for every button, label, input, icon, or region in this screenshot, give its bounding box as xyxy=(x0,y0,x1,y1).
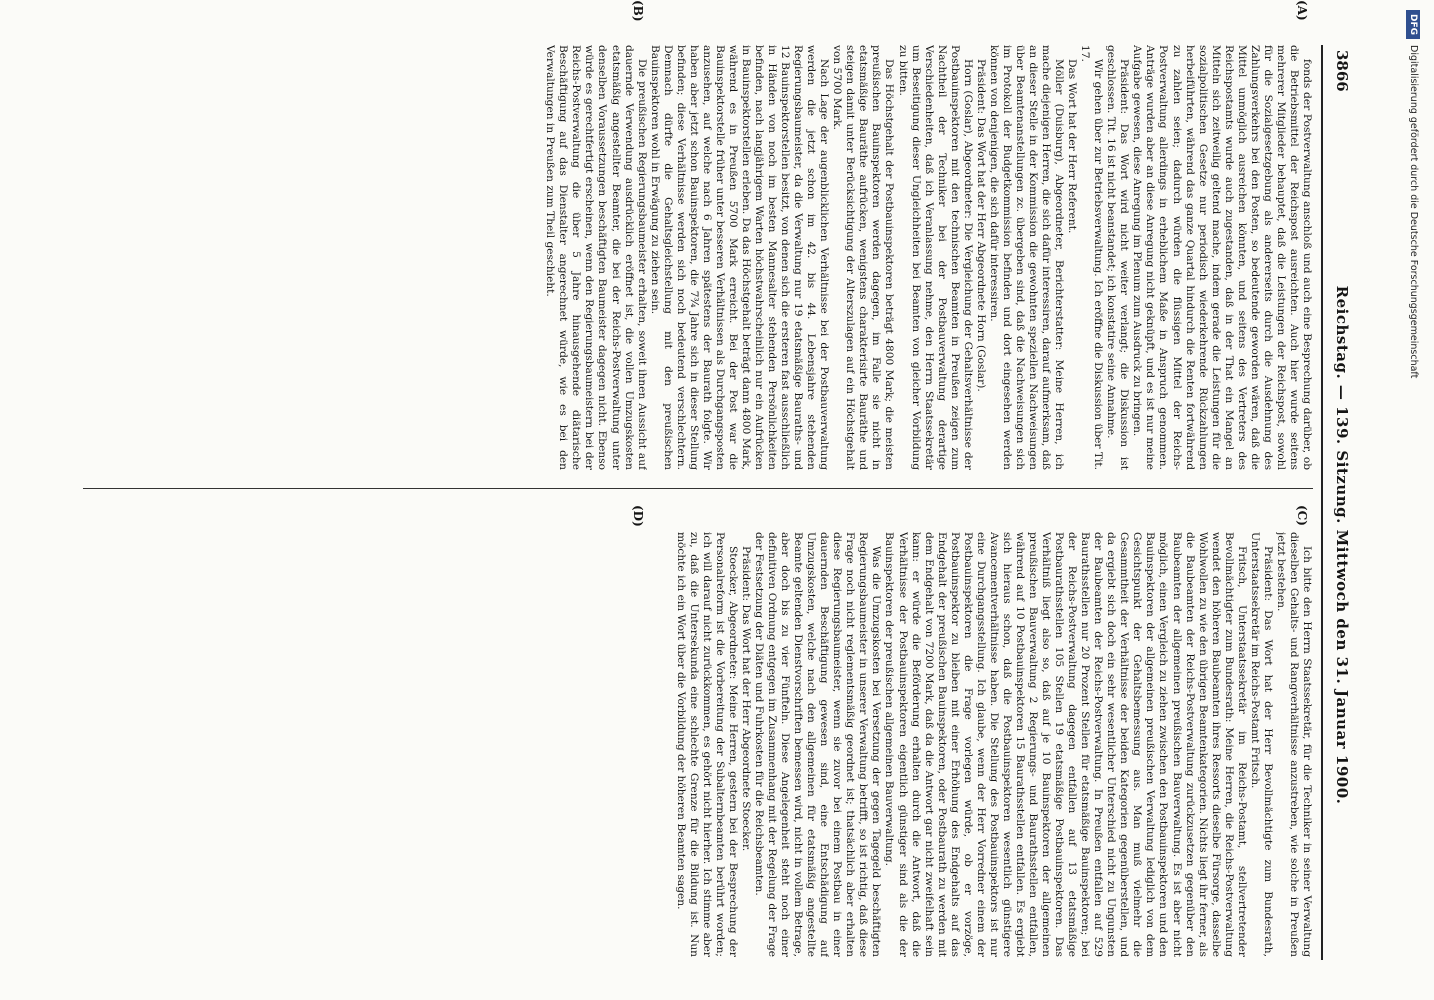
page-header xyxy=(1325,50,1355,950)
paragraph: Möller (Duisburg), Abgeordneter, Berichterstatter: Meine Herren, ich mache diejenigen Herren, die sich dafür interessiren, darauf aufmerksam, daß an dieser Stelle in der Kommission die gewohnten speziellen Nachweisungen über Beamtenanstellungen zc. übergeben sind, daß die Nachweisungen sich im Protokoll der Budgetkommission befinden und dort eingesehen werden können von denjenigen, die sich dafür interessiren. xyxy=(987,45,1066,470)
credit-text: Digitalisierung gefördert durch die Deutsche Forschungsgemeinschaft xyxy=(1408,45,1419,379)
margin-marker-d: (D) xyxy=(631,505,645,527)
paragraph: Was die Umzugskosten bei Versetzung der gegen Tagegeld beschäftigten Regierungsbaumeister in unserer Verwaltung betrifft, so ist richtig, daß diese Frage noch nicht reglementsmäßig geordnet ist; thatsächlich aber erhalten diese Regierungsbaumeister, wenn sie zuvor bei einem Postbau in einer dauernden Beschäftigung gewesen sind, eine Entschädigung auf Umzugskosten, welche nach den allgemeinen für etatsmäßig angestellte Beamte geltenden Dienstvorschriften bemessen wird, nicht in vollem Betrage, aber doch bis zu vier Fünfteln. Diese Angelegenheit steht noch einer definitiven Ordnung entgegen im Zusammenhang mit der Regelung der Frage der Festsetzung der Diäten und Fuhrkosten für die Reichsbeamten. xyxy=(753,532,883,957)
paragraph: fonds der Postverwaltung anschloß und auch eine Besprechung darüber, ob die Betriebsmittel der Reichspost ausreichten. Auch hier wurde seitens mehrerer Mitglieder behauptet, daß die Leistungen der Reichspost, sowohl für die Sozialgesetzgebung als andererseits durch die Ausdehnung des Zahlungsverkehrs bei den Posten, so bedeutende geworden wären, daß die Mittel unmöglich ausreichen könnten, und seitens des Vertreters des Reichspostamts wurde auch zugestanden, daß in der That ein Mangel an Mitteln sich zeitweilig geltend mache, indem gerade die Leistungen für die sozialpolitischen Gesetze nur periodisch wiederkehrende Rückzahlungen herbeiführten, während das ganze Quartal hindurch die Renten fortwährend zu zahlen seien; dadurch würden die flüssigen Mittel der Reichs-Postverwaltung allerdings in erheblichem Maße in Anspruch genommen. Anträge wurden aber an diese Anregung nicht geknüpft, und es ist nur meine Aufgabe gewesen, diese Anregung im Plenum zum Ausdruck zu bringen. xyxy=(1131,45,1313,470)
right-text-column xyxy=(23,532,1313,957)
paragraph: Fritsch, Unterstaatssekretär im Reichs-Postamt, stellvertretender Bevollmächtigter zum Bundesrath: Meine Herren, die Reichs-Postverwaltung wendet den höheren Baubeamten ihres Ressorts dieselbe Fürsorge, dasselbe Wohlwollen zu wie den übrigen Beamtenkategorien. Nichts liegt ihr ferner, als die Baubeamten der Reichs-Postverwaltung zurückzusetzen gegenüber den Baubeamten der allgemeinen preußischen Bauverwaltung. Es ist aber nicht möglich, einen Vergleich zu ziehen zwischen den Postbauinspektoren und den Bauinspektoren der allgemeinen preußischen Verwaltung lediglich von dem Gesichtspunkt der Gehaltsbemessung aus. Man muß vielmehr die Gesammtheit der Verhältnisse der beiden Kategorien gegenüberstellen, und da ergiebt sich doch ein sehr wesentlicher Unterschied nicht zu Ungunsten der Baubeamten der Reichs-Postverwaltung. In Preußen entfallen auf 529 Baurathsstellen nur 20 Prozent Stellen für etatsmäßige Bauinspektoren; bei der Reichs-Postverwaltung dagegen entfallen auf 13 etatsmäßige Postbaurathsstellen 105 Stellen 19 etatsmäßige Postbauinspektoren. Das Verhältniß liegt also so, daß auf je 10 Bauinspektoren der allgemeinen preußischen Bauverwaltung 2 Regierungs- und Baurathsstellen entfallen, während auf 10 Postbauinspektoren 15 Baurathsstellen entfallen. Es ergiebt sich hieraus schon, daß die Postbauinspektoren wesentlich günstigere Avancementverhältnisse haben. Die Stellung des Postbauinspektors ist nur eine Durchgangsstellung. Ich glaube, wenn der Herr Vorredner einem der Postbauinspektoren die Frage vorlegen würde, ob er vorzöge, Postbauinspektor zu bleiben mit einer Erhöhung des Endgehalts auf das Endgehalt der preußischen Bauinspektoren, oder Postbaurath zu werden mit dem Endgehalt von 7200 Mark, daß da die Antwort gar nicht zweifelhaft sein kann: er würde die Beförderung erhalten durch die Antwort, daß die Verhältnisse der Postbauinspektoren eigentlich günstiger sind als die der Bauinspektoren der preußischen allgemeinen Bauverwaltung. xyxy=(883,532,1248,957)
column-divider xyxy=(83,488,1313,489)
paragraph: Präsident: Das Wort hat der Herr Bevollmächtigte zum Bundesrath, Unterstaatssekretär im Reichs-Postamt Fritsch. xyxy=(1248,532,1274,957)
header-rule xyxy=(1321,45,1323,960)
paragraph: Wir gehen über zur Betriebsverwaltung. Ich eröffne die Diskussion über Tit. 17. xyxy=(1079,45,1105,470)
paragraph: Präsident: Das Wort wird nicht weiter verlangt; die Diskussion ist geschlossen. Tit. 16 ist nicht beanstandet; ich konstatire seine Annahme. xyxy=(1105,45,1131,470)
paragraph: Das Wort hat der Herr Referent. xyxy=(1066,59,1079,234)
paragraph: Stoecker, Abgeordneter: Meine Herren, gestern bei der Besprechung der Personalreform ist die Vorbereitung der Subalternbeamten berührt worden; ich will darauf nicht zurückkommen, es gehört nicht hierher. Ich stimme aber zu, daß die Untersekunda eine schlechte Grenze für die Bildung ist. Nun möchte ich ein Wort über die Vorbildung der höheren Beamten sagen. xyxy=(674,532,739,957)
page-title: Reichstag. — 139. Sitzung. Mittwoch den 31. Januar 1900. xyxy=(1333,285,1351,805)
digitization-credit xyxy=(1402,10,1430,990)
paragraph: Die preußischen Regierungsbaumeister erhalten, soweit ihnen Aussicht auf dauernde Verwendung ausdrücklich eröffnet ist, die vollen Umzugskosten etatsmäßig angestellter Beamter, die bei der Reichs-Postverwaltung unter denselben Voraussetzungen beschäftigten Baumeister dagegen nicht. Ebenso würde es gerechtfertigt erscheinen, wenn den Regierungsbaumeistern bei der Reichs-Postverwaltung die über 5 Jahre hinausgehende diätarische Beschäftigung auf das Dienstalter angerechnet würde, wie es bei den Verwaltungen in Preußen zum Theil geschieht. xyxy=(544,45,648,470)
paragraph: Ich bitte den Herrn Staatssekretär, für die Techniker in seiner Verwaltung dieselben Gehalts- und Rangverhältnisse anzustreben, wie solche in Preußen jetzt bestehen. xyxy=(1274,532,1313,957)
dfg-logo: DFG xyxy=(1406,10,1420,39)
paragraph: Das Höchstgehalt der Postbauinspektoren beträgt 4800 Mark; die meisten preußischen Bauinspektoren werden dagegen, im Falle sie nicht in etatsmäßige Bauräthe aufrücken, wenigstens charakterisirte Bauräthe und steigen damit unter Berücksichtigung der Alterszulagen auf ein Höchstgehalt von 5700 Mark. xyxy=(831,45,896,470)
rotated-page-scan xyxy=(5,0,1385,1000)
paragraph: Horn (Goslar), Abgeordneter: Die Vergleichung der Gehaltsverhältnisse der Postbauinspektoren mit den technischen Beamten in Preußen zeigen zum Nachtheil der Techniker bei der Postbauverwaltung derartige Verschiedenheiten, daß ich Veranlassung nehme, den Herrn Staatssekretär um Beseitigung dieser Ungleichheiten bei Beamten von gleicher Vorbildung zu bitten. xyxy=(896,45,974,470)
page-number: 3866 xyxy=(1333,50,1351,92)
paragraph: Nach Lage der augenblicklichen Verhältnisse bei der Postbauverwaltung werden die jetzt schon im 42. bis 44. Lebensjahre stehenden Regierungsbaumeister, da die Verwaltung nur 19 etatsmäßige Bauraths- und 12 Bauinspektorstellen besitzt, von denen sich die ersteren fast ausschließlich in Händen von noch im besten Mannesalter stehenden Persönlichkeiten befinden, nach langjährigem Warten höchstwahrscheinlich nur ein Aufrücken in Bauinspektorstellen erleben. Da das Höchstgehalt beträgt dann 4800 Mark, während es in Preußen 5700 Mark erreicht. Bei der Post war die Bauinspektorstelle früher unter besseren Verhältnissen als Durchgangsposten anzusehen, auf welche nach 6 Jahren spätestens der Baurath folgte. Wir haben aber jetzt schon Bauinspektoren, die 7¾ Jahre sich in dieser Stellung befinden; diese Verhältnisse werden sich noch bedeutend verschlechtern. Demnach dürfte die Gehaltsgleichstellung mit den preußischen Bauinspektoren wohl in Erwägung zu ziehen sein. xyxy=(648,45,831,470)
margin-marker-a: (A) xyxy=(1295,0,1309,21)
left-text-column xyxy=(23,45,1313,470)
paragraph: Präsident: Das Wort hat der Herr Abgeordnete Horn (Goslar). xyxy=(974,59,987,392)
paragraph: Präsident: Das Wort hat der Herr Abgeordnete Stoecker. xyxy=(739,546,752,852)
margin-marker-b: (B) xyxy=(631,0,645,22)
margin-marker-c: (C) xyxy=(1295,505,1309,526)
